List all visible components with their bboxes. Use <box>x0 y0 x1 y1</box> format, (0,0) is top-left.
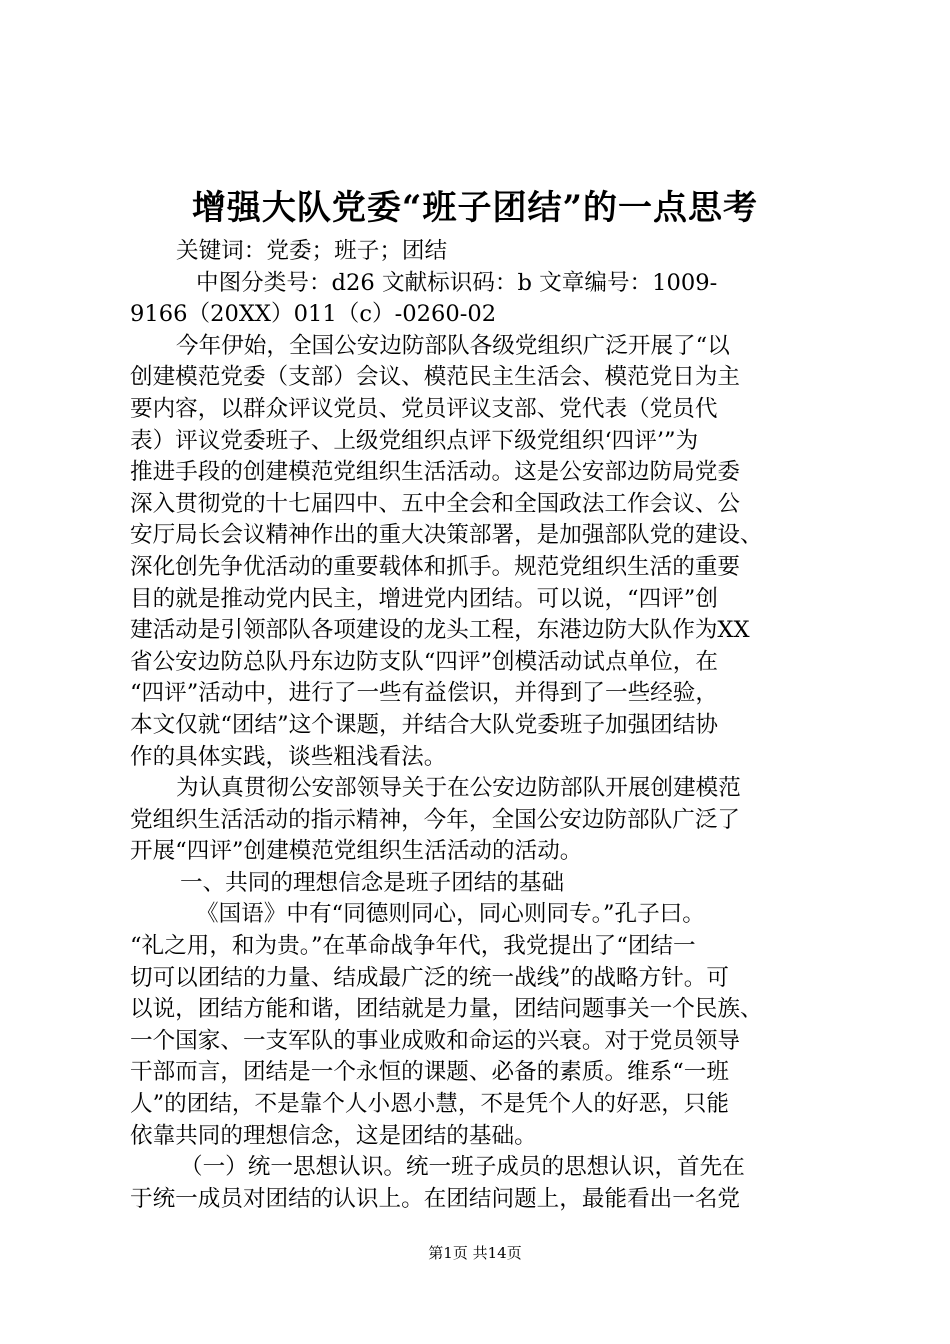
paragraph-line: 《国语》中有“同德则同心，同心则同专。”孔子曰。 <box>196 901 705 928</box>
paragraph-line: 深化创先争优活动的重要载体和抓手。规范党组织生活的重要 <box>130 553 741 580</box>
paragraph-line: 要内容，以群众评议党员、党员评议支部、党代表（党员代 <box>130 395 718 422</box>
section-heading: 一、共同的理想信念是班子团结的基础 <box>180 869 565 896</box>
paragraph-line: （一）统一思想认识。统一班子成员的思想认识，首先在 <box>180 1154 745 1181</box>
paragraph-line: 一个国家、一支军队的事业成败和命运的兴衰。对于党员领导 <box>130 1027 741 1054</box>
paragraph-line: 开展“四评”创建模范党组织生活活动的活动。 <box>130 838 583 865</box>
paragraph-line: 为认真贯彻公安部领导关于在公安边防部队开展创建模范 <box>176 775 741 802</box>
paragraph-line: 本文仅就“团结”这个课题，并结合大队党委班子加强团结协 <box>130 711 718 738</box>
paragraph-line: 安厅局长会议精神作出的重大决策部署，是加强部队党的建设、 <box>130 522 763 549</box>
paragraph-line: 表）评议党委班子、上级党组织点评下级党组织‘四评’”为 <box>130 427 699 454</box>
classification-line: 中图分类号：d26 文献标识码：b 文章编号：1009- <box>196 269 718 296</box>
paragraph-line: 于统一成员对团结的认识上。在团结问题上，最能看出一名党 <box>130 1185 741 1212</box>
document-body <box>130 236 830 1215</box>
paragraph-line: 作的具体实践，谈些粗浅看法。 <box>130 743 447 770</box>
paragraph-line: 深入贯彻党的十七届四中、五中全会和全国政法工作会议、公 <box>130 490 741 517</box>
keywords-line: 关键词：党委；班子；团结 <box>176 238 448 264</box>
document-title: 增强大队党委“班子团结”的一点思考 <box>191 188 759 228</box>
paragraph-line: 党组织生活活动的指示精神，今年，全国公安边防部队广泛了 <box>130 806 741 833</box>
paragraph-line: 以说，团结方能和谐，团结就是力量，团结问题事关一个民族、 <box>130 996 763 1023</box>
paragraph-line: 推进手段的创建模范党组织生活活动。这是公安部边防局党委 <box>130 459 741 486</box>
paragraph-line: 目的就是推动党内民主，增进党内团结。可以说，“四评”创 <box>130 585 718 612</box>
paragraph-line: 切可以团结的力量、结成最广泛的统一战线”的战略方针。可 <box>130 964 729 991</box>
paragraph-line: 人”的团结，不是靠个人小恩小慧，不是凭个人的好恶，只能 <box>130 1091 729 1118</box>
paragraph-line: “礼之用，和为贵。”在革命战争年代，我党提出了“团结一 <box>130 933 696 960</box>
classification-line-cont: 9166（20XX）011（c）-0260-02 <box>130 301 497 328</box>
paragraph-line: 省公安边防总队丹东边防支队“四评”创模活动试点单位，在 <box>130 648 718 675</box>
page-number: 第1页 共14页 <box>428 1244 522 1262</box>
paragraph-line: “四评”活动中，进行了一些有益偿识，并得到了一些经验， <box>130 680 718 707</box>
paragraph-line: 创建模范党委（支部）会议、模范民主生活会、模范党日为主 <box>130 364 741 391</box>
paragraph-line: 干部而言，团结是一个永恒的课题、必备的素质。维系“一班 <box>130 1059 729 1086</box>
paragraph-line: 建活动是引领部队各项建设的龙头工程，东港边防大队作为XX <box>130 617 750 644</box>
paragraph-line: 依靠共同的理想信念，这是团结的基础。 <box>130 1122 537 1149</box>
paragraph-line: 今年伊始，全国公安边防部队各级党组织广泛开展了“以 <box>176 332 730 359</box>
